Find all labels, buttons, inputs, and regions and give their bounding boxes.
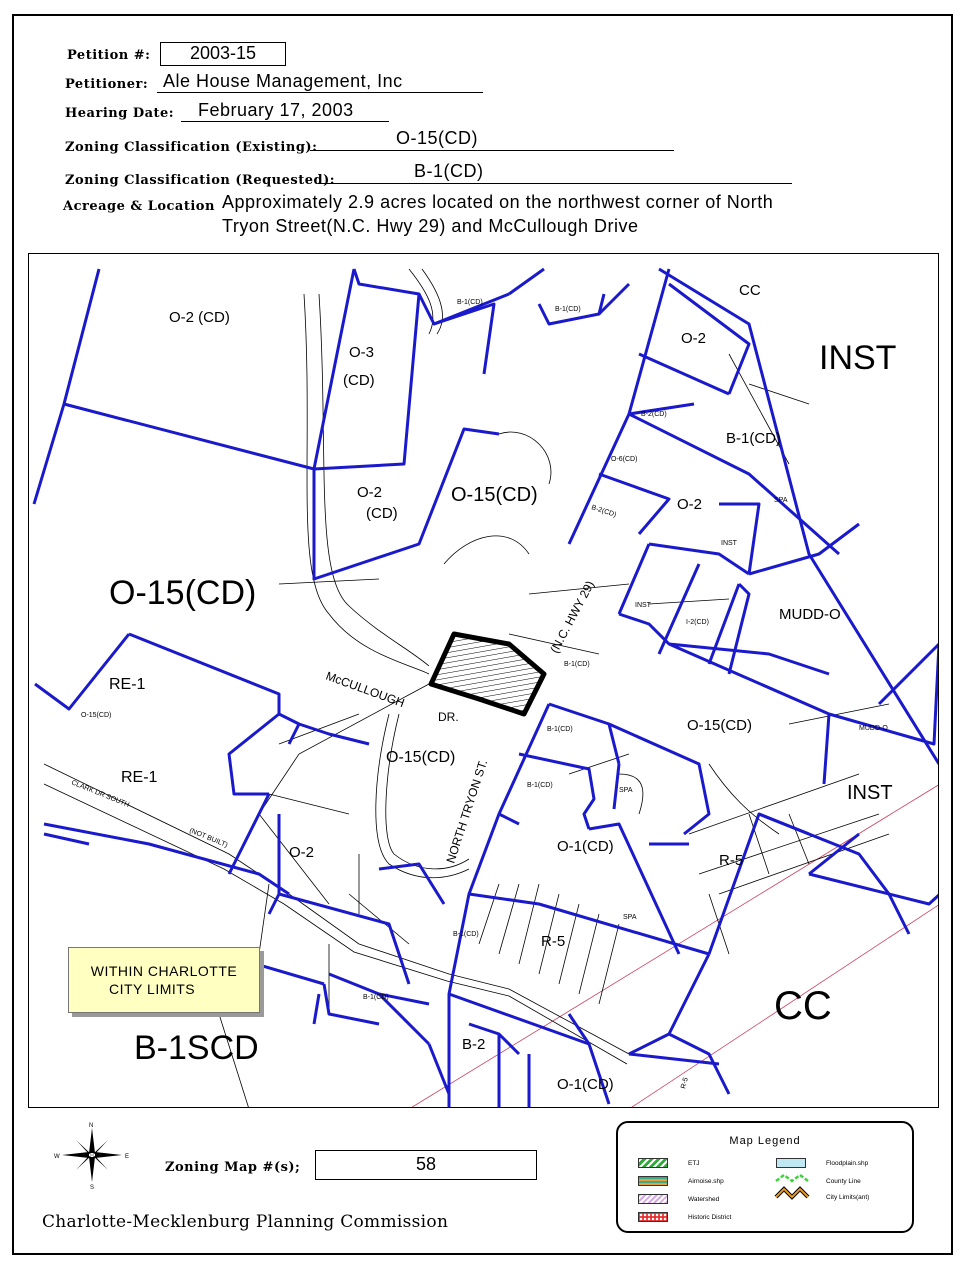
zone-label: O-2 bbox=[677, 496, 703, 513]
zone-label-small: I-2(CD) bbox=[686, 619, 709, 626]
existing-zoning-label: Zoning Classification (Existing): bbox=[65, 140, 318, 155]
zone-label: O-2 (CD) bbox=[169, 309, 230, 326]
zone-label-small: SPA bbox=[623, 914, 637, 921]
zone-label: O-2 bbox=[681, 330, 707, 347]
hearing-date-label: Hearing Date: bbox=[65, 106, 175, 121]
zone-label: MUDD-O bbox=[779, 606, 841, 623]
legend-item: Watershed bbox=[688, 1196, 720, 1203]
zone-label: RE-1 bbox=[121, 769, 158, 786]
zone-label-small: B-1(CD) bbox=[555, 306, 581, 313]
zone-label: O-1(CD) bbox=[557, 838, 614, 855]
requested-zoning-value: B-1(CD) bbox=[414, 161, 484, 181]
zone-label: O-2 bbox=[357, 484, 383, 501]
legend-item: ETJ bbox=[688, 1160, 700, 1167]
zone-label: O-15(CD) bbox=[451, 484, 538, 506]
map-legend bbox=[616, 1121, 914, 1233]
zone-label-small: B-1(CD) bbox=[564, 661, 590, 668]
city-limits-line-2: CITY LIMITS bbox=[109, 981, 196, 997]
street-label: (NOT BUILT) bbox=[188, 827, 229, 850]
zone-label-small: B-1(CD) bbox=[363, 994, 389, 1001]
zone-label: (CD) bbox=[343, 372, 375, 389]
zone-label-large: CC bbox=[774, 984, 832, 1028]
zone-label-small: B-2(CD) bbox=[641, 411, 667, 418]
zone-label-small: R-5 bbox=[680, 1076, 690, 1090]
zone-label-small: INST bbox=[635, 602, 651, 609]
legend-title: Map Legend bbox=[729, 1135, 801, 1147]
zone-label-small: B-1(CD) bbox=[457, 299, 483, 306]
hearing-underline bbox=[181, 121, 389, 122]
watershed-swatch-icon bbox=[638, 1194, 668, 1204]
zone-label-small: B-1(CD) bbox=[453, 931, 479, 938]
street-label: NORTH TRYON ST. bbox=[443, 757, 491, 865]
zone-label: RE-1 bbox=[109, 676, 146, 693]
compass-s: S bbox=[90, 1185, 95, 1190]
zoning-map-label: Zoning Map #(s); bbox=[165, 1160, 301, 1175]
street-label: (N.C. HWY 29) bbox=[547, 578, 598, 656]
petitioner-label: Petitioner: bbox=[65, 77, 149, 92]
city-limits-note bbox=[68, 947, 260, 1013]
county-city-line-icon bbox=[774, 1171, 810, 1201]
requested-zoning-label: Zoning Classification (Requested): bbox=[65, 173, 336, 188]
zone-label-small: SPA bbox=[619, 787, 633, 794]
legend-item: Historic District bbox=[688, 1214, 732, 1221]
historic-swatch-icon bbox=[638, 1212, 668, 1222]
existing-zoning-value: O-15(CD) bbox=[396, 128, 479, 148]
zone-label: (CD) bbox=[366, 505, 398, 522]
zone-label-small: O-15(CD) bbox=[81, 712, 112, 719]
compass-rose-icon bbox=[52, 1120, 132, 1190]
street-label: DR. bbox=[438, 710, 459, 724]
subject-parcel bbox=[431, 634, 544, 714]
zone-label: CC bbox=[739, 282, 761, 299]
acreage-line-2: Tryon Street(N.C. Hwy 29) and McCullough Drive bbox=[222, 216, 639, 236]
compass-n: N bbox=[89, 1123, 94, 1129]
petitioner-underline bbox=[157, 92, 483, 93]
zone-label-small: SPA bbox=[774, 497, 788, 504]
city-limits-line-1: WITHIN CHARLOTTE bbox=[90, 963, 238, 979]
zone-label: O-15(CD) bbox=[386, 749, 456, 766]
street-label: CLARK DR SOUTH bbox=[70, 779, 131, 810]
zone-label: B-2 bbox=[462, 1036, 486, 1053]
zone-label-large: B-1SCD bbox=[134, 1029, 259, 1067]
zone-label: R-5 bbox=[719, 852, 744, 869]
street-label: McCULLOUGH bbox=[323, 668, 407, 711]
zone-label-small: INST bbox=[721, 540, 737, 547]
zone-label-small: MUDD-O bbox=[859, 725, 888, 732]
zone-label-small: O-6(CD) bbox=[611, 456, 638, 463]
legend-item: County Line bbox=[826, 1178, 861, 1185]
zone-label-small: B-2(CD) bbox=[590, 504, 617, 519]
petition-label: Petition #: bbox=[67, 48, 151, 63]
compass-w: W bbox=[54, 1154, 60, 1160]
legend-item: Floodplain.shp bbox=[826, 1160, 869, 1167]
footer-agency: Charlotte-Mecklenburg Planning Commission bbox=[42, 1212, 449, 1232]
hearing-date-value: February 17, 2003 bbox=[198, 100, 354, 120]
zoning-map-value: 58 bbox=[315, 1150, 537, 1180]
airnoise-swatch-icon bbox=[638, 1176, 668, 1186]
zone-label-small: B-1(CD) bbox=[527, 782, 553, 789]
zone-label: O-1(CD) bbox=[557, 1076, 614, 1093]
existing-underline bbox=[310, 150, 674, 151]
compass-e: E bbox=[125, 1154, 130, 1160]
etj-swatch-icon bbox=[638, 1158, 668, 1168]
zone-label: O-2 bbox=[289, 844, 315, 861]
zone-label: O-15(CD) bbox=[687, 717, 753, 734]
zone-label: INST bbox=[847, 782, 893, 804]
petitioner-value: Ale House Management, Inc bbox=[163, 71, 403, 91]
zone-label: O-3 bbox=[349, 344, 375, 361]
acreage-line-1: Approximately 2.9 acres located on the northwest corner of North bbox=[222, 192, 774, 212]
zone-label: B-1(CD) bbox=[726, 430, 781, 447]
floodplain-swatch-icon bbox=[776, 1158, 806, 1168]
acreage-label: Acreage & Location bbox=[63, 199, 215, 214]
zone-label-large: O-15(CD) bbox=[109, 574, 257, 612]
legend-item: City Limits(ant) bbox=[826, 1194, 870, 1201]
zone-label-small: B-1(CD) bbox=[547, 726, 573, 733]
zone-label: R-5 bbox=[541, 933, 566, 950]
requested-underline bbox=[318, 183, 792, 184]
zone-label-large: INST bbox=[819, 339, 897, 377]
legend-item: Airnoise.shp bbox=[688, 1178, 724, 1185]
petition-value: 2003-15 bbox=[160, 42, 286, 66]
